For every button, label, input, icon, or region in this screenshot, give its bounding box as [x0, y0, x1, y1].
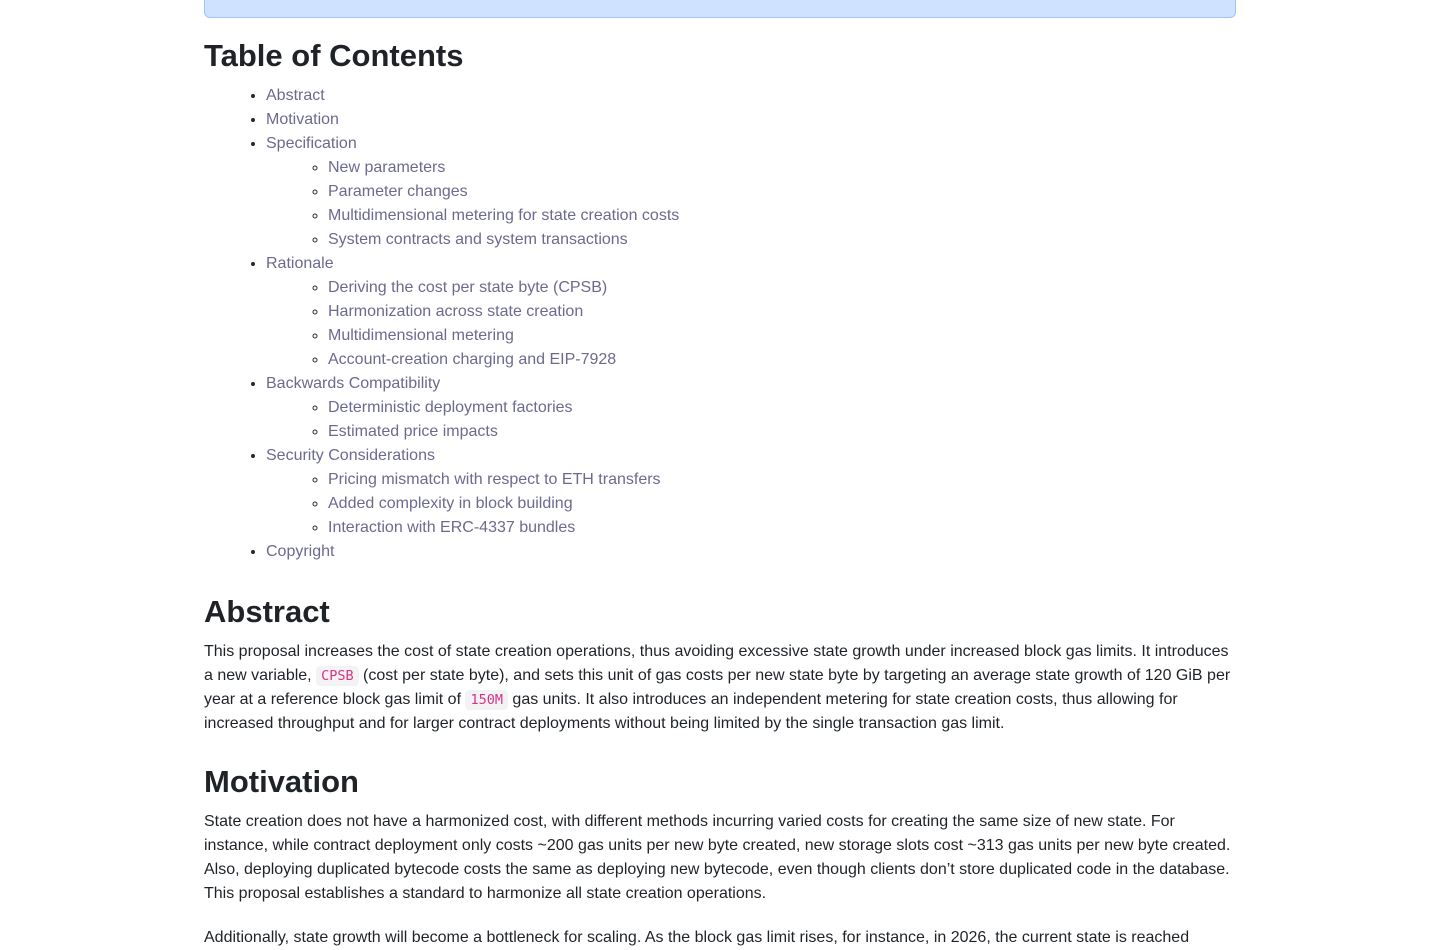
toc-sublink[interactable]: Estimated price impacts [328, 423, 498, 440]
abstract-text-3: gas units. It also introduces an independent metering for state creation costs, thus allowing for increased throughput and for larger contract deployments without being limited by the single transaction gas limit. [204, 691, 1178, 732]
toc-link[interactable]: Rationale [266, 255, 334, 272]
toc-subitem [328, 276, 1236, 300]
toc-subitem [328, 348, 1236, 372]
toc-sublist [266, 156, 1236, 252]
toc-sublink[interactable]: Harmonization across state creation [328, 303, 584, 320]
gas-limit-code: 150M [465, 690, 508, 710]
toc-sublink[interactable]: Interaction with ERC-4337 bundles [328, 519, 576, 536]
toc-link[interactable]: Security Considerations [266, 447, 435, 464]
toc-subitem [328, 492, 1236, 516]
motivation-heading: Motivation [204, 764, 359, 799]
toc-sublink[interactable]: Deriving the cost per state byte (CPSB) [328, 279, 608, 296]
toc-link[interactable]: Abstract [266, 87, 325, 104]
toc-link[interactable]: Backwards Compatibility [266, 375, 441, 392]
toc-subitem [328, 180, 1236, 204]
toc-item [266, 252, 1236, 372]
toc-sublink[interactable]: Pricing mismatch with respect to ETH transfers [328, 471, 661, 488]
toc-sublink[interactable]: New parameters [328, 159, 446, 176]
toc-subitem [328, 420, 1236, 444]
toc-sublink[interactable]: Added complexity in block building [328, 495, 573, 512]
toc-subitem [328, 468, 1236, 492]
toc-subitem [328, 228, 1236, 252]
motivation-paragraph-1: State creation does not have a harmonized cost, with different methods incurring varied costs for creating the same size of new state. For instance, while contract deployment only costs ~200 gas units per new byte created, new storage slots cost ~313 gas units per new byte created. Also, deploying duplicated bytecode costs the same as deploying new bytecode, even though clients don’t store duplicated code in the database. This proposal establishes a standard to harmonize all state creation operations. [204, 813, 1231, 902]
abstract-text-2: (cost per state byte), and sets this unit of gas costs per new state byte by targeting an average state growth of 120 GiB per year at a reference block gas limit of [204, 667, 1231, 708]
toc-sublink[interactable]: Deterministic deployment factories [328, 399, 573, 416]
toc-heading: Table of Contents [204, 38, 464, 73]
toc-sublist [266, 396, 1236, 444]
toc-subitem [328, 396, 1236, 420]
toc-sublist [266, 276, 1236, 372]
toc-sublink[interactable]: Multidimensional metering for state creation costs [328, 207, 680, 224]
abstract-heading: Abstract [204, 594, 330, 629]
toc-subitem [328, 300, 1236, 324]
toc-item [266, 84, 1236, 108]
toc-subitem [328, 156, 1236, 180]
toc-sublist [266, 468, 1236, 540]
toc-sublink[interactable]: System contracts and system transactions [328, 231, 628, 248]
toc-subitem [328, 204, 1236, 228]
toc-sublink[interactable]: Parameter changes [328, 183, 468, 200]
toc-item [266, 540, 1236, 564]
toc-link[interactable]: Copyright [266, 543, 335, 560]
content-container [204, 0, 1236, 950]
motivation-paragraph-2: Additionally, state growth will become a bottleneck for scaling. As the block gas limit rises, for instance, in 2026, the current state is reached [204, 929, 1190, 946]
toc-link[interactable]: Motivation [266, 111, 339, 128]
abstract-text-1: This proposal increases the cost of state creation operations, thus avoiding excessive state growth under increased block gas limits. It introduces a new variable, [204, 643, 1229, 684]
toc-item [266, 444, 1236, 540]
info-banner [204, 0, 1236, 18]
toc-list [204, 84, 1236, 564]
cpsb-code: CPSB [316, 666, 359, 686]
toc-subitem [328, 324, 1236, 348]
toc-sublink[interactable]: Multidimensional metering [328, 327, 514, 344]
toc-item [266, 132, 1236, 252]
toc-sublink[interactable]: Account-creation charging and EIP-7928 [328, 351, 617, 368]
toc-item [266, 108, 1236, 132]
toc-subitem [328, 516, 1236, 540]
abstract-paragraph [204, 640, 1236, 736]
toc-item [266, 372, 1236, 444]
toc-link[interactable]: Specification [266, 135, 357, 152]
